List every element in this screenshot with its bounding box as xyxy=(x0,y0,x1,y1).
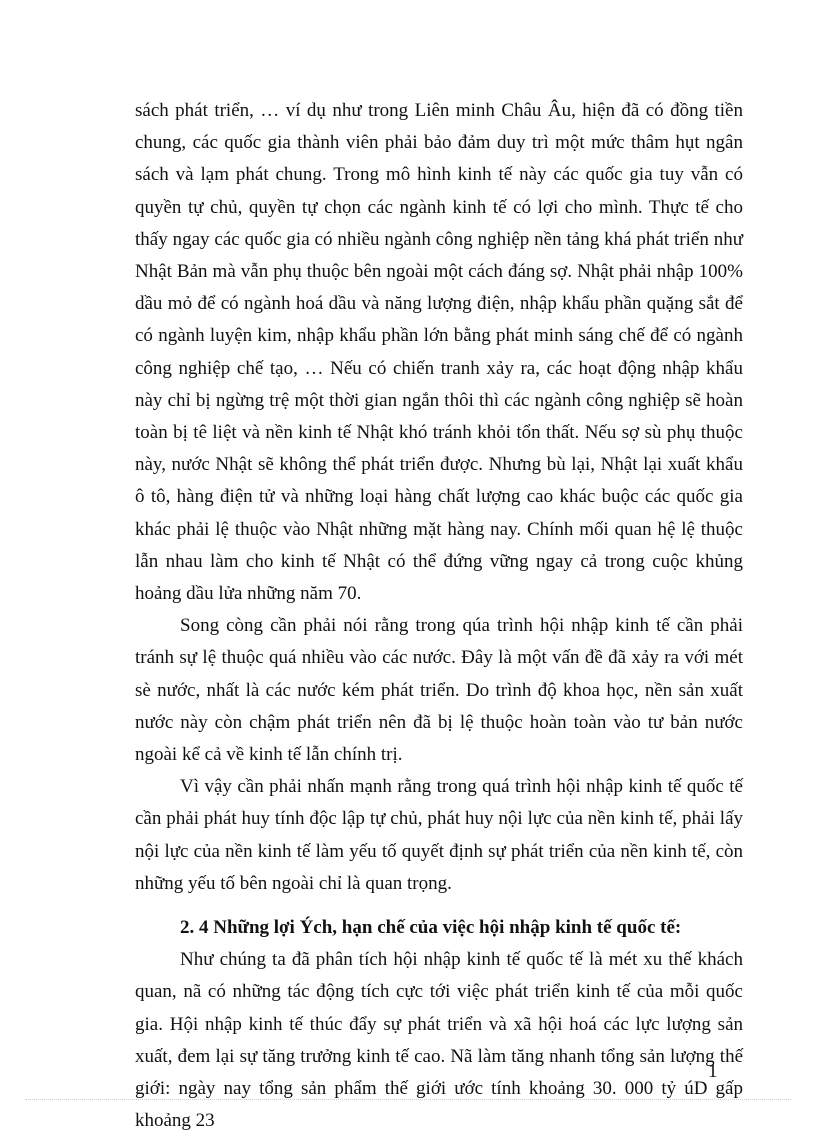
paragraph-dependency-warning: Song còng cần phải nói rằng trong qúa trình hội nhập kinh tế cần phải tránh sự lệ thuộc quá nhiều vào các nước. Đây là một vấn đề đã xảy ra với mét sè nước, nhất là các nước kém phát triển. Do trình độ khoa học, nền sản xuất nước này còn chậm phát triển nên đã bị lệ thuộc hoàn toàn vào tư bản nước ngoài kể cả về kinh tế lẫn chính trị. xyxy=(135,615,743,766)
page-number: 1 xyxy=(708,1061,718,1082)
footer-divider xyxy=(25,1099,791,1100)
paragraph-self-reliance: Vì vậy cần phải nhấn mạnh rằng trong quá trình hội nhập kinh tế quốc tế cần phải phát huy tính độc lập tự chủ, phát huy nội lực của nền kinh tế, phải lấy nội lực của nền kinh tế làm yếu tố quyết định sự phát triển của nền kinh tế, còn những yếu tố bên ngoài chỉ là quan trọng. xyxy=(135,776,743,894)
page-body xyxy=(135,95,743,1138)
section-heading: 2. 4 Những lợi Ých, hạn chế của việc hội nhập kinh tế quốc tế: xyxy=(180,917,682,939)
paragraph-continuation: sách phát triển, … ví dụ như trong Liên minh Châu Âu, hiện đã có đồng tiền chung, các quốc gia thành viên phải bảo đảm duy trì một mức thâm hụt ngân sách và lạm phát chung. Trong mô hình kinh tế này các quốc gia tuy vẫn có quyền tự chủ, quyền tự chọn các ngành kinh tế có lợi cho mình. Thực tế cho thấy ngay các quốc gia có nhiều ngành công nghiệp nền tảng khá phát triển như Nhật Bản mà vẫn phụ thuộc bên ngoài một cách đáng sợ. Nhật phải nhập 100% dầu mỏ để có ngành hoá dầu và năng lượng điện, nhập khẩu phần quặng sắt để có ngành luyện kim, nhập khẩu phần lớn bằng phát minh sáng chế để có ngành công nghiệp chế tạo, … Nếu có chiến tranh xảy ra, các hoạt động nhập khẩu này chỉ bị ngừng trệ một thời gian ngắn thôi thì các ngành công nghiệp sẽ hoàn toàn bị tê liệt và nền kinh tế Nhật khó tránh khỏi tổn thất. Nếu sợ sù phụ thuộc này, nước Nhật sẽ không thể phát triển được. Nhưng bù lại, Nhật lại xuất khẩu ô tô, hàng điện tử và những loại hàng chất lượng cao khác buộc các quốc gia khác phải lệ thuộc vào Nhật những mặt hàng nay. Chính mối quan hệ lệ thuộc lẫn nhau làm cho kinh tế Nhật có thể đứng vững ngay cả trong cuộc khủng hoảng dầu lửa những năm 70. xyxy=(135,100,743,605)
paragraph-benefits-intro: Như chúng ta đã phân tích hội nhập kinh tế quốc tế là mét xu thế khách quan, nã có những tác động tích cực tới việc phát triển kinh tế của mỗi quốc gia. Hội nhập kinh tế thúc đẩy sự phát triển và xã hội hoá các lực lượng sản xuất, đem lại sự tăng trưởng kinh tế cao. Nã làm tăng nhanh tổng sản lượng thế giới: ngày nay tổng sản phẩm thế giới ước tính khoảng 30. 000 tỷ úD gấp khoảng 23 xyxy=(135,949,743,1132)
